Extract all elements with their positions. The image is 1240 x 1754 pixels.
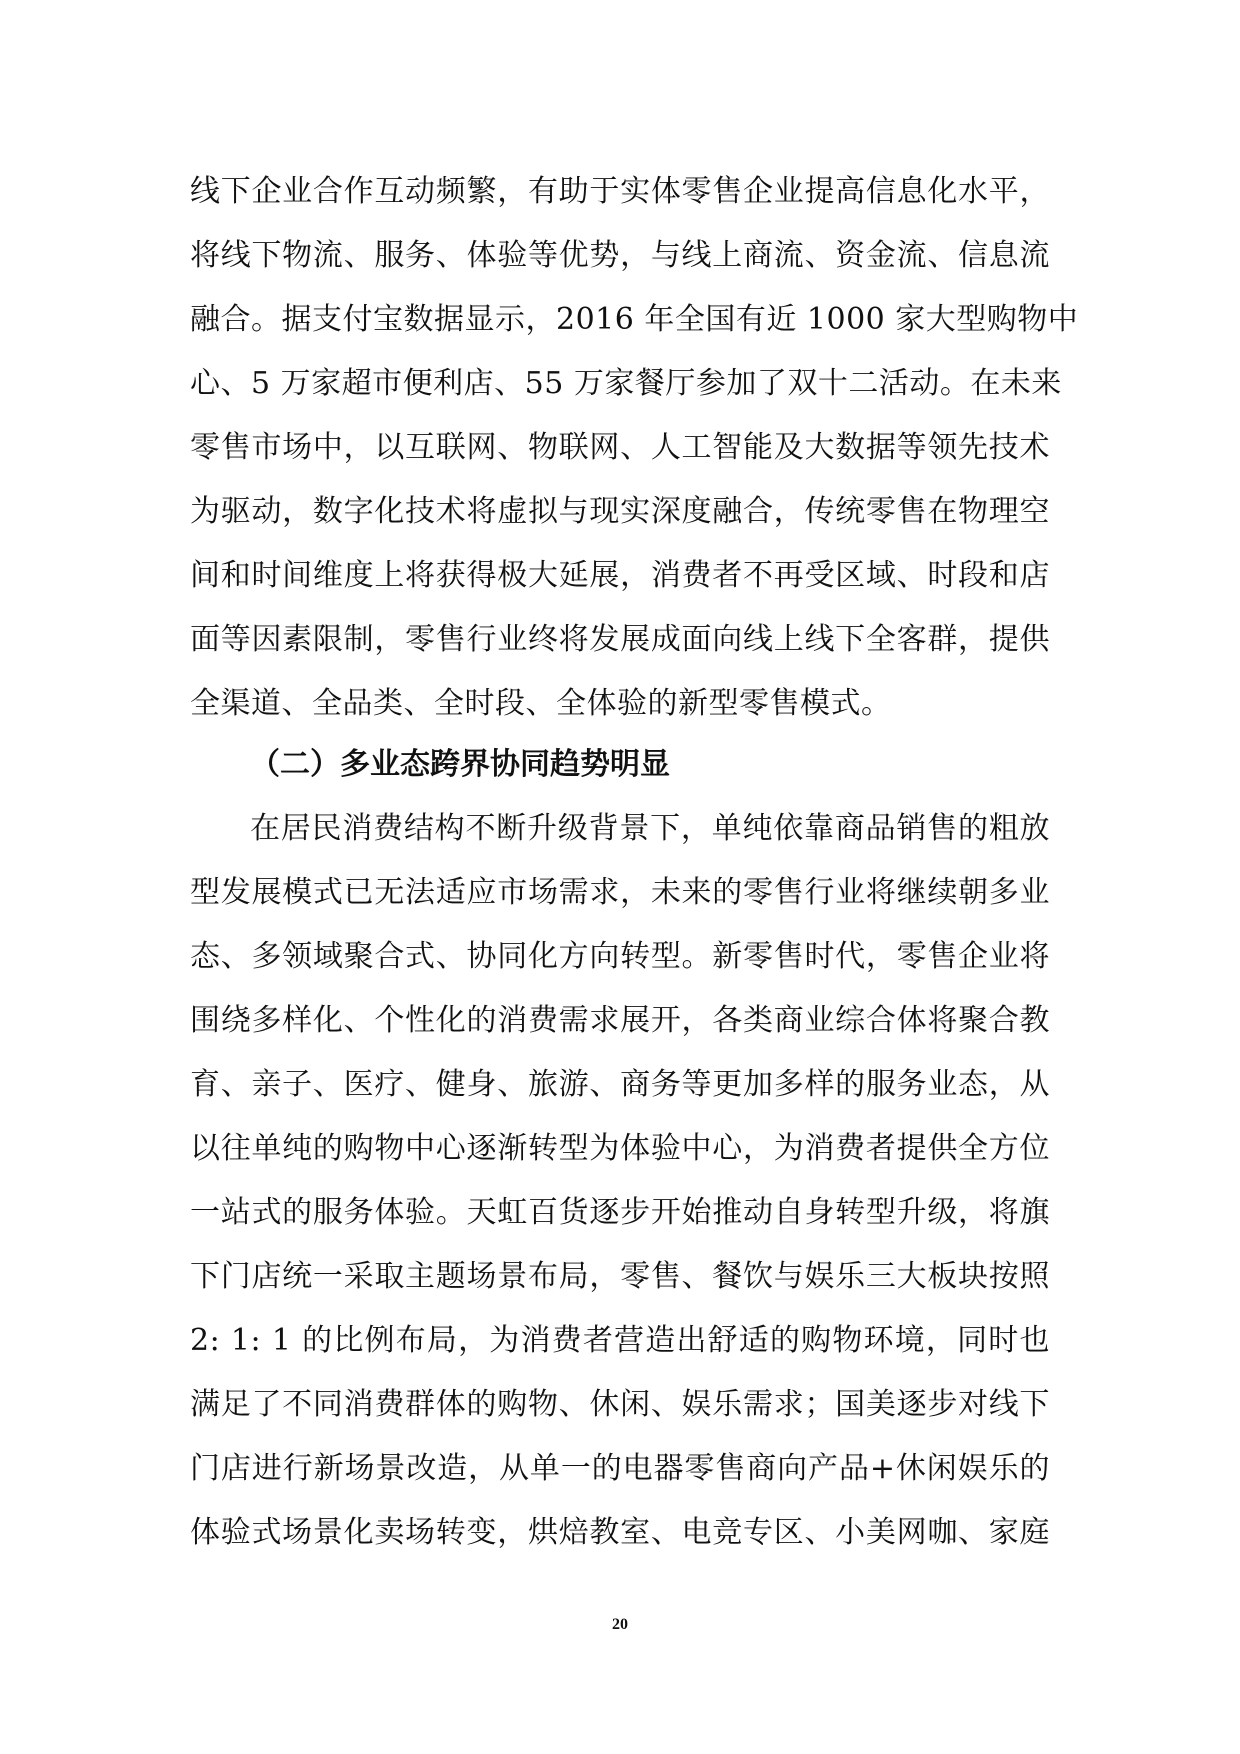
paragraph-line: 围绕多样化、个性化的消费需求展开，各类商业综合体将聚合教 xyxy=(190,1003,1050,1038)
paragraph-line: 面等因素限制，零售行业终将发展成面向线上线下全客群，提供 xyxy=(190,622,1050,657)
paragraph-line: 线下企业合作互动频繁，有助于实体零售企业提高信息化水平， xyxy=(190,174,1050,209)
paragraph-line: 以往单纯的购物中心逐渐转型为体验中心，为消费者提供全方位 xyxy=(190,1131,1050,1166)
paragraph-line: 门店进行新场景改造，从单一的电器零售商向产品+休闲娱乐的 xyxy=(190,1451,1050,1486)
page-number: 20 xyxy=(612,1616,628,1633)
paragraph-line: 育、亲子、医疗、健身、旅游、商务等更加多样的服务业态，从 xyxy=(190,1067,1050,1102)
paragraph-line: 在居民消费结构不断升级背景下，单纯依靠商品销售的粗放 xyxy=(250,811,1050,846)
paragraph-line: 下门店统一采取主题场景布局，零售、餐饮与娱乐三大板块按照 xyxy=(190,1259,1050,1294)
paragraph-line: 融合。据支付宝数据显示，2016 年全国有近 1000 家大型购物中 xyxy=(190,302,1079,337)
paragraph-line: 型发展模式已无法适应市场需求，未来的零售行业将继续朝多业 xyxy=(190,875,1050,910)
paragraph-line: 间和时间维度上将获得极大延展，消费者不再受区域、时段和店 xyxy=(190,558,1050,593)
paragraph-line: 为驱动，数字化技术将虚拟与现实深度融合，传统零售在物理空 xyxy=(190,494,1050,529)
paragraph-line: 一站式的服务体验。天虹百货逐步开始推动自身转型升级，将旗 xyxy=(190,1195,1050,1230)
section-heading: （二）多业态跨界协同趋势明显 xyxy=(250,747,670,782)
paragraph-line: 2: 1: 1 的比例布局，为消费者营造出舒适的购物环境，同时也 xyxy=(190,1323,1050,1358)
paragraph-line: 体验式场景化卖场转变，烘焙教室、电竞专区、小美网咖、家庭 xyxy=(190,1515,1050,1550)
paragraph-line: 将线下物流、服务、体验等优势，与线上商流、资金流、信息流 xyxy=(190,238,1050,273)
paragraph-line: 零售市场中，以互联网、物联网、人工智能及大数据等领先技术 xyxy=(190,430,1050,465)
paragraph-line: 满足了不同消费群体的购物、休闲、娱乐需求；国美逐步对线下 xyxy=(190,1387,1050,1422)
paragraph-line: 全渠道、全品类、全时段、全体验的新型零售模式。 xyxy=(190,686,892,721)
paragraph-line: 态、多领域聚合式、协同化方向转型。新零售时代，零售企业将 xyxy=(190,939,1050,974)
paragraph-line: 心、5 万家超市便利店、55 万家餐厅参加了双十二活动。在未来 xyxy=(190,366,1062,401)
paragraph-2 xyxy=(190,797,1050,1565)
paragraph-1 xyxy=(190,160,1079,736)
